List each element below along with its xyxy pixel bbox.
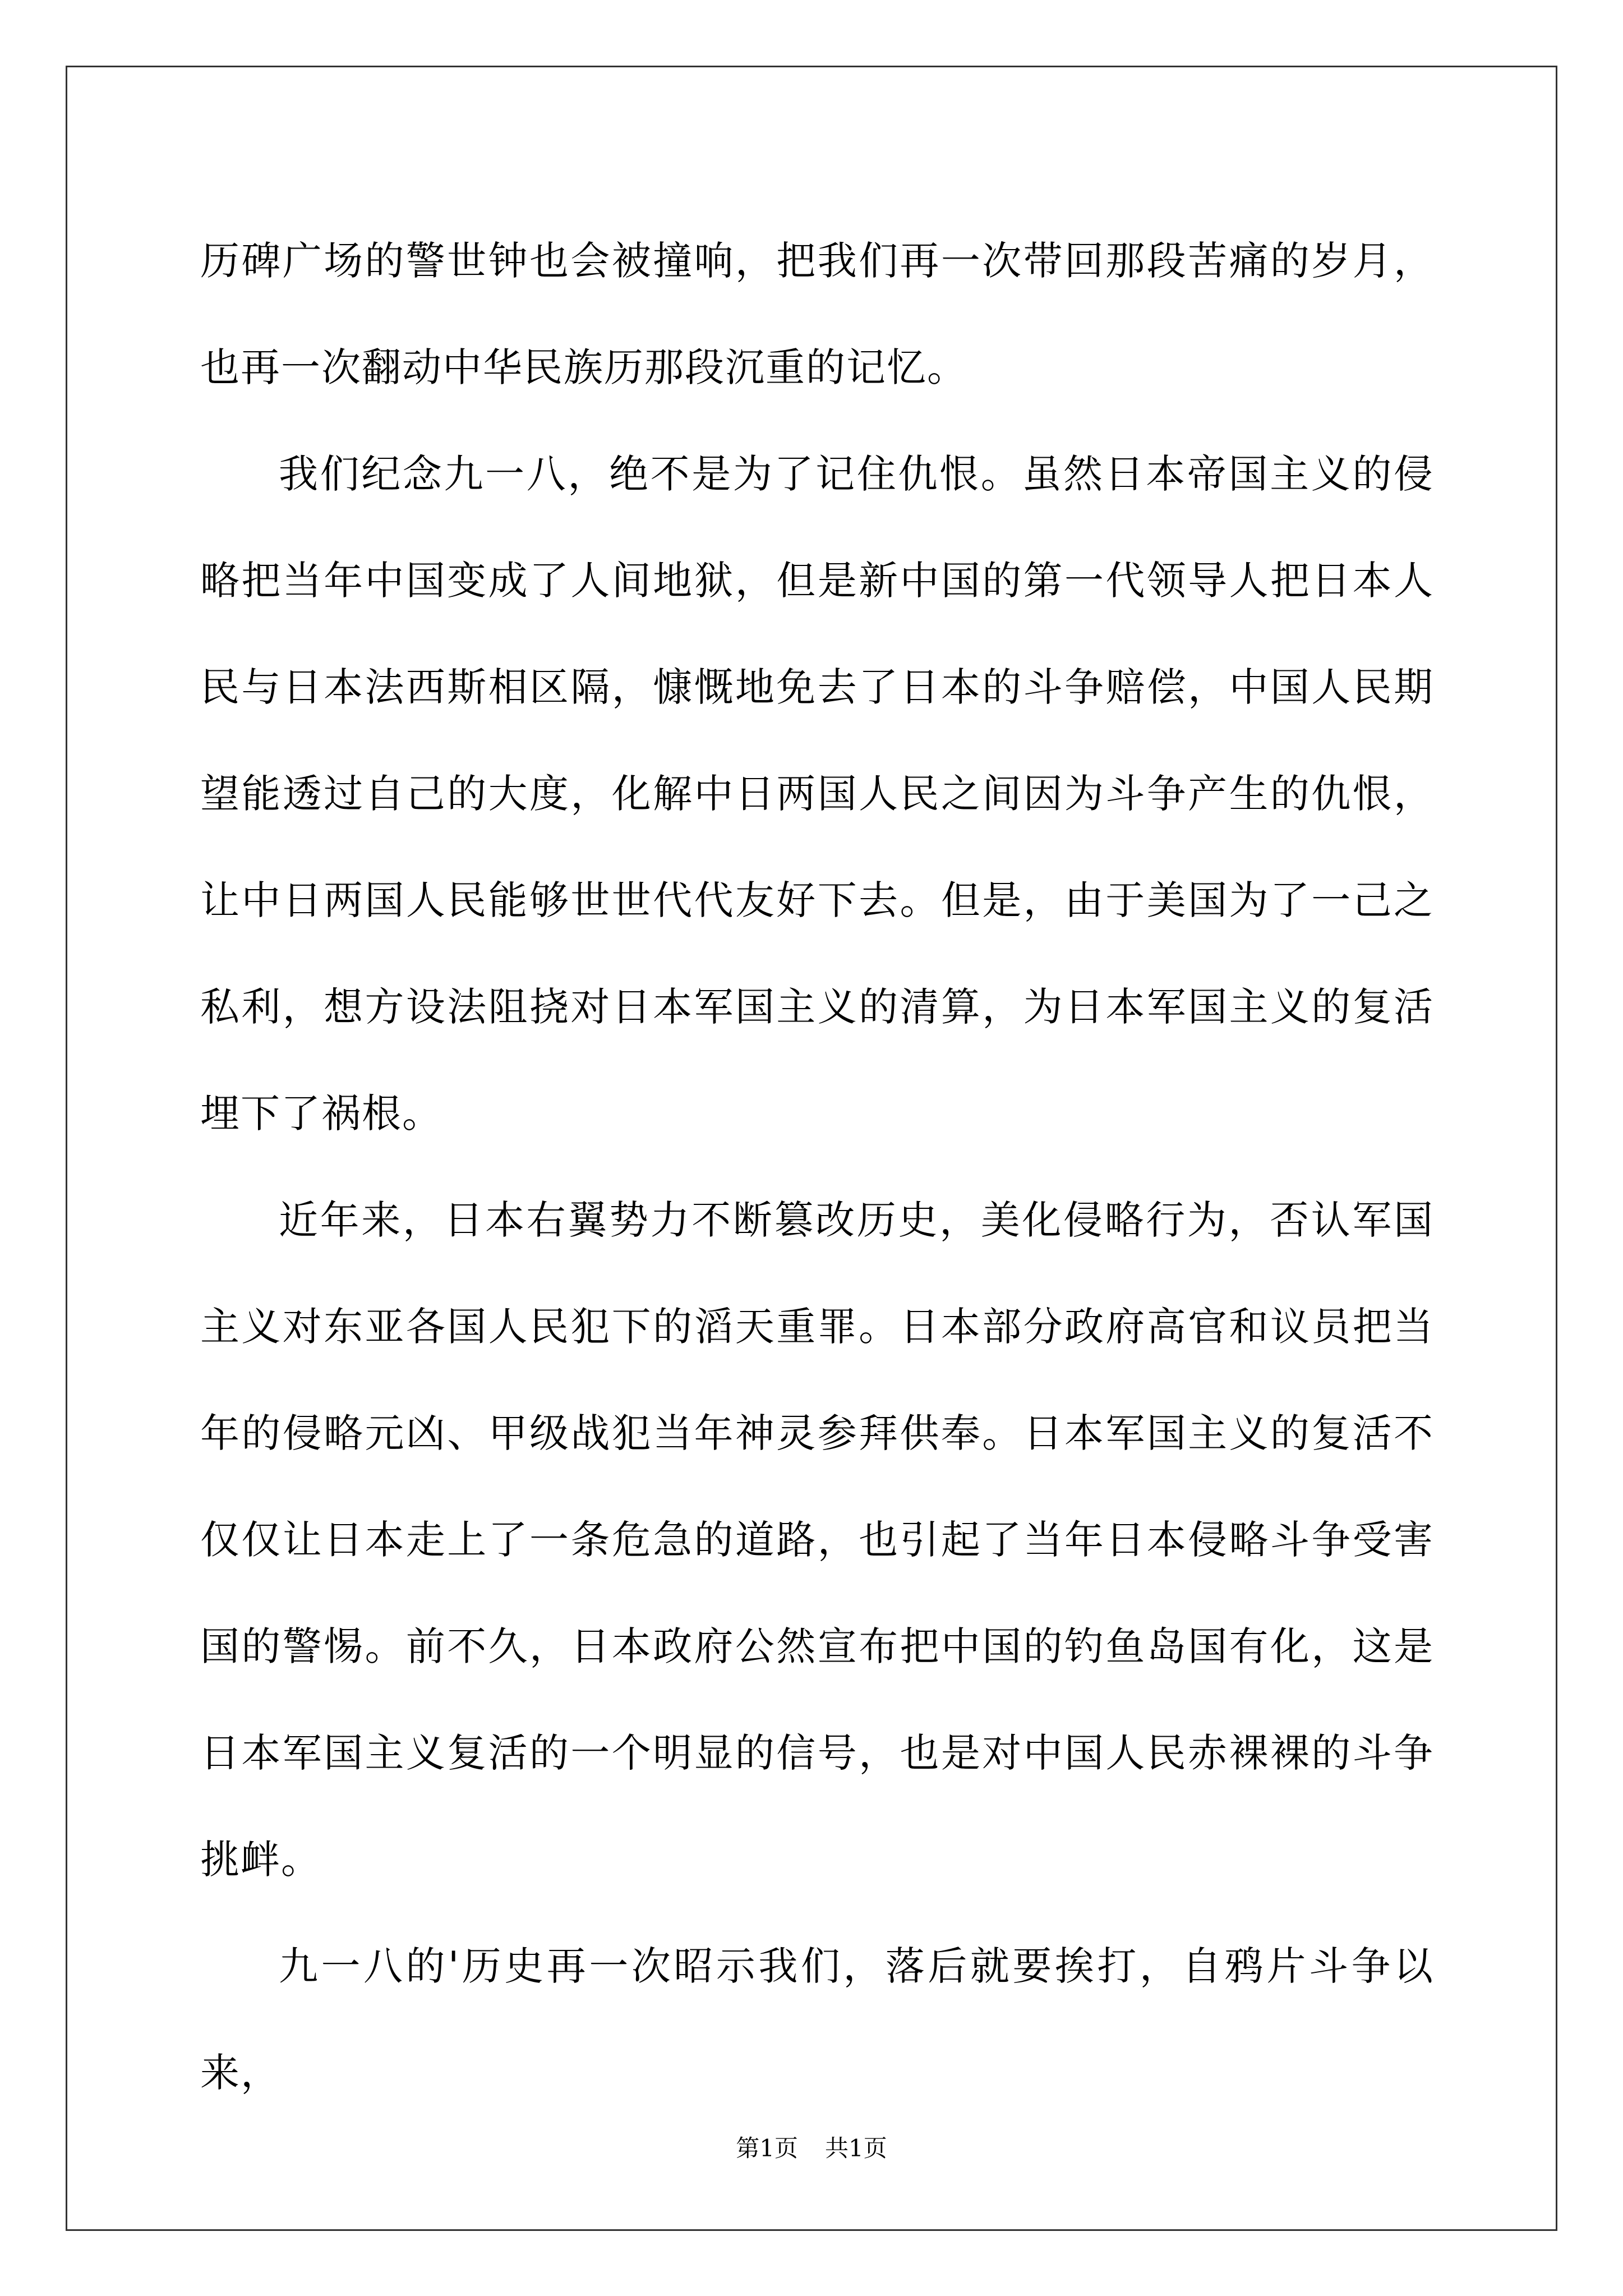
page-number: 第1页 <box>736 2134 798 2162</box>
paragraph: 九一八的'历史再一次昭示我们，落后就要挨打，自鸦片斗争以来， <box>200 1943 1434 2096</box>
paragraph: 我们纪念九一八，绝不是为了记住仇恨。虽然日本帝国主义的侵略把当年中国变成了人间地狱，但是新中国的第一代领导人把日本人民与日本法西斯相区隔，慷慨地免去了日本的斗争赔偿，中国人民期望能透过自己的大度，化解中日两国人民之间因为斗争产生的仇恨，让中日两国人民能够世世代代友好下去。但是，由于美国为了一己之私利，想方设法阻挠对日本军国主义的清算，为日本军国主义的复活埋下了祸根。 <box>200 451 1434 1137</box>
paragraph: 历碑广场的警世钟也会被撞响，把我们再一次带回那段苦痛的岁月，也再一次翻动中华民族历那段沉重的记忆。 <box>200 238 1434 390</box>
page-total: 共1页 <box>825 2134 887 2162</box>
page-footer <box>0 2134 1623 2162</box>
document-body <box>200 208 1434 2126</box>
paragraph: 近年来，日本右翼势力不断篡改历史，美化侵略行为，否认军国主义对东亚各国人民犯下的滔天重罪。日本部分政府高官和议员把当年的侵略元凶、甲级战犯当年神灵参拜供奉。日本军国主义的复活不仅仅让日本走上了一条危急的道路，也引起了当年日本侵略斗争受害国的警惕。前不久，日本政府公然宣布把中国的钓鱼岛国有化，这是日本军国主义复活的一个明显的信号，也是对中国人民赤裸裸的斗争挑衅。 <box>200 1197 1434 1883</box>
